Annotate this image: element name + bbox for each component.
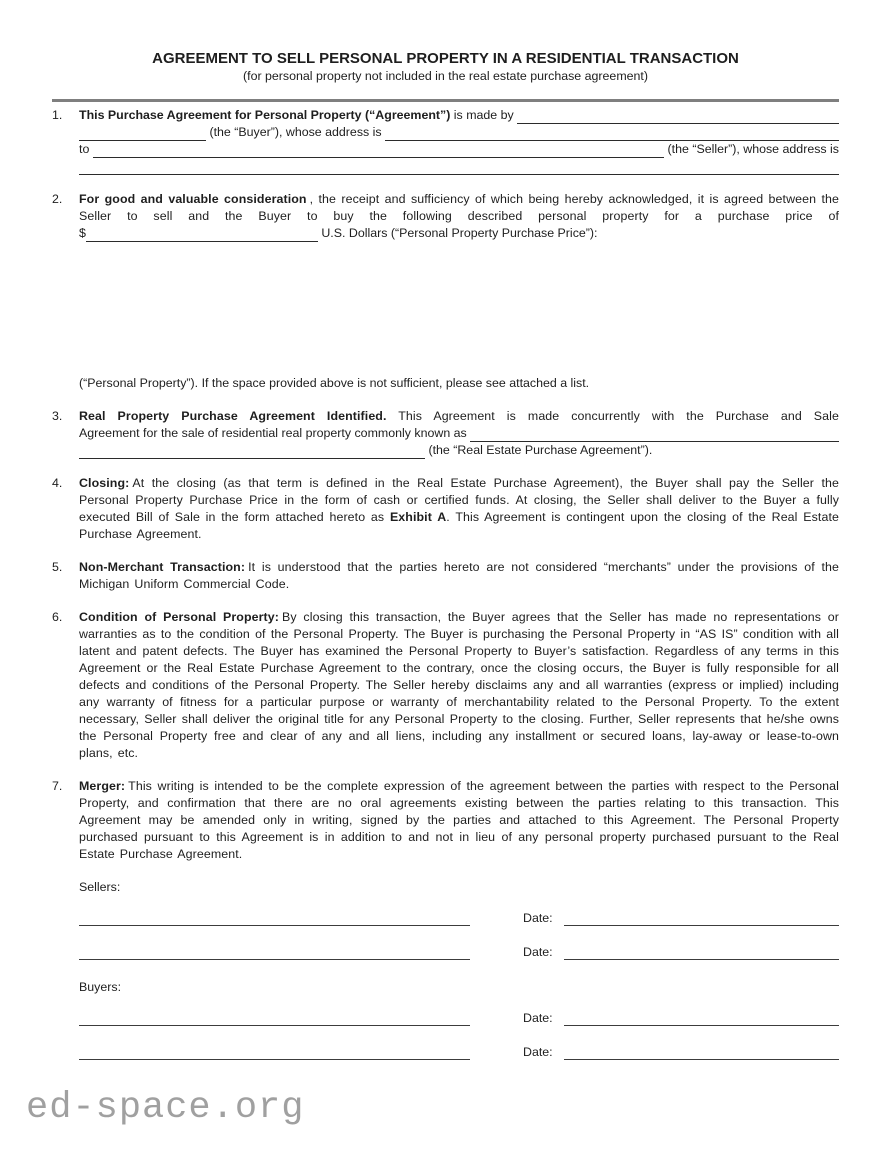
sellers-label: Sellers: (79, 880, 121, 894)
non-merchant-body: It is understood that the parties hereto are not considered “merchants” under the provisions of the Michigan Uniform Commercial Code. (79, 560, 839, 591)
buyer-date-blank-1[interactable] (564, 1024, 839, 1026)
section-6-condition (52, 609, 839, 762)
section-1-parties (52, 107, 839, 175)
buyer-signature-row-2 (79, 1040, 839, 1060)
dollar-sign: $ (79, 226, 86, 240)
buyer-signature-row-1 (79, 1006, 839, 1026)
buyer-signature-line-2[interactable] (79, 1058, 470, 1060)
merger-lead-bold: Merger: (79, 779, 126, 793)
seller-date-blank-1[interactable] (564, 924, 839, 926)
personal-property-note: (“Personal Property”). If the space provided above is not sufficient, please see attached a list. (79, 376, 590, 390)
section-1-line-4 (79, 158, 839, 175)
condition-lead-bold: Condition of Personal Property: (79, 610, 279, 624)
consideration-lead-bold: For good and valuable consideration (79, 192, 307, 206)
date-label: Date: (523, 1045, 557, 1059)
section-6-number: 6. (52, 610, 63, 624)
section-3-line-2 (79, 425, 839, 442)
buyer-label-text: (the “Buyer”), whose address is (206, 125, 386, 139)
exhibit-a-bold: Exhibit A (389, 510, 447, 524)
page-title: AGREEMENT TO SELL PERSONAL PROPERTY IN A RESIDENTIAL TRANSACTION (152, 50, 739, 67)
buyers-label: Buyers: (79, 980, 122, 994)
price-blank[interactable] (86, 229, 318, 242)
property-address-blank[interactable] (470, 429, 839, 442)
section-5-paragraph (79, 559, 839, 593)
made-by-text: is made by (450, 108, 518, 122)
section-1-number: 1. (52, 108, 63, 122)
seller-signature-line-1[interactable] (79, 924, 470, 926)
buyer-date-blank-2[interactable] (564, 1058, 839, 1060)
seller-label-text: (the “Seller”), whose address is (664, 142, 839, 156)
repa-body: This Agreement is made concurrently with the Purchase and Sale (386, 409, 839, 423)
buyer-name-blank[interactable] (517, 111, 839, 124)
section-2-paragraph (79, 191, 839, 225)
consideration-body: , the receipt and sufficiency of which being hereby acknowledged, it is agreed between the Seller to sell and the Buyer to buy the following described personal property for a purchase price of (79, 192, 839, 223)
repa-suffix-text: (the “Real Estate Purchase Agreement”). (425, 443, 653, 457)
section-3-line-3 (79, 442, 839, 459)
property-description-area[interactable] (79, 242, 839, 375)
section-4-number: 4. (52, 476, 63, 490)
section-2-consideration (52, 191, 839, 392)
section-2-number: 2. (52, 192, 63, 206)
page-subtitle: (for personal property not included in the real estate purchase agreement) (243, 69, 648, 83)
buyer-name-blank-cont[interactable] (79, 128, 206, 141)
date-label: Date: (523, 911, 557, 925)
section-4-paragraph (79, 475, 839, 543)
seller-signature-row-1 (79, 906, 839, 926)
section-1-line-2 (79, 124, 839, 141)
section-3-line-1 (79, 408, 839, 425)
section-5-number: 5. (52, 560, 63, 574)
seller-address-blank[interactable] (79, 162, 839, 175)
seller-name-blank[interactable] (93, 145, 664, 158)
repa-lead-bold: Real Property Purchase Agreement Identified. (79, 409, 387, 423)
watermark: ed-space.org (26, 1087, 305, 1129)
section-4-closing (52, 475, 839, 543)
merger-body: This writing is intended to be the complete expression of the agreement between the parties with respect to the Personal Property, and confirmation that there are no oral agreements existing between the parties relating to this transaction. This Agreement may be amended only in writing, signed by the parties and attached to this Agreement. The Personal Property purchased pursuant to this Agreement is in addition to and not in lieu of any personal property purchased pursuant to the Real Estate Purchase Agreement. (79, 779, 839, 861)
closing-body-2: . This Agreement is contingent upon the closing of the Real Estate Purchase Agreement. (79, 510, 839, 541)
section-2-price-line (79, 225, 839, 242)
to-text: to (79, 142, 93, 156)
seller-signature-row-2 (79, 940, 839, 960)
seller-signature-line-2[interactable] (79, 958, 470, 960)
seller-date-blank-2[interactable] (564, 958, 839, 960)
condition-body: By closing this transaction, the Buyer agrees that the Seller has made no representations or warranties as to the condition of the Personal Property. The Buyer is purchasing the Personal Property in “AS IS” condition with all latent and patent defects. The Buyer has examined the Personal Property to Buyer’s satisfaction. Regardless of any terms in this Agreement or the Real Estate Purchase Agreement to the contrary, once the closing occurs, the Buyer is fully responsible for all defects and conditions of the Personal Property. The Seller hereby disclaims any and all warranties (express or implied) including any warranty of fitness for a particular purpose or warranty of merchantability related to the Personal Property. To the extent necessary, Seller shall deliver the original title for any Personal Property to the closing. Further, Seller represents that he/she owns the Personal Property free and clear of any and all liens, including any installment or secured loans, lay-away or lease-to-own plans, etc. (79, 610, 839, 760)
section-5-non-merchant (52, 559, 839, 593)
section-7-number: 7. (52, 779, 63, 793)
buyer-signature-line-1[interactable] (79, 1024, 470, 1026)
closing-body-1: At the closing (as that term is defined in the Real Estate Purchase Agreement), the Buyer shall pay the Seller the Personal Property Purchase Price in the form of cash or certified funds. At closing, the Seller shall deliver to the Buyer a fully executed Bill of Sale in the form attached hereto as (79, 476, 839, 524)
date-label: Date: (523, 1011, 557, 1025)
non-merchant-lead-bold: Non-Merchant Transaction: (79, 560, 246, 574)
section-1-line-1 (79, 107, 839, 124)
closing-lead-bold: Closing: (79, 476, 130, 490)
price-suffix-text: U.S. Dollars (“Personal Property Purchase Price”): (317, 226, 598, 240)
section-7-merger (52, 778, 839, 1060)
section-3-number: 3. (52, 409, 63, 423)
property-address-blank-cont[interactable] (79, 446, 425, 459)
date-label: Date: (523, 945, 557, 959)
header-divider (52, 99, 839, 102)
section-1-line-3 (79, 141, 839, 158)
section-3-real-property (52, 408, 839, 459)
section-6-paragraph (79, 609, 839, 762)
section-7-paragraph (79, 778, 839, 863)
agreement-lead-bold: This Purchase Agreement for Personal Property (“Agreement”) (79, 108, 451, 122)
known-as-text: Agreement for the sale of residential real property commonly known as (79, 426, 471, 440)
buyer-address-blank[interactable] (385, 128, 839, 141)
